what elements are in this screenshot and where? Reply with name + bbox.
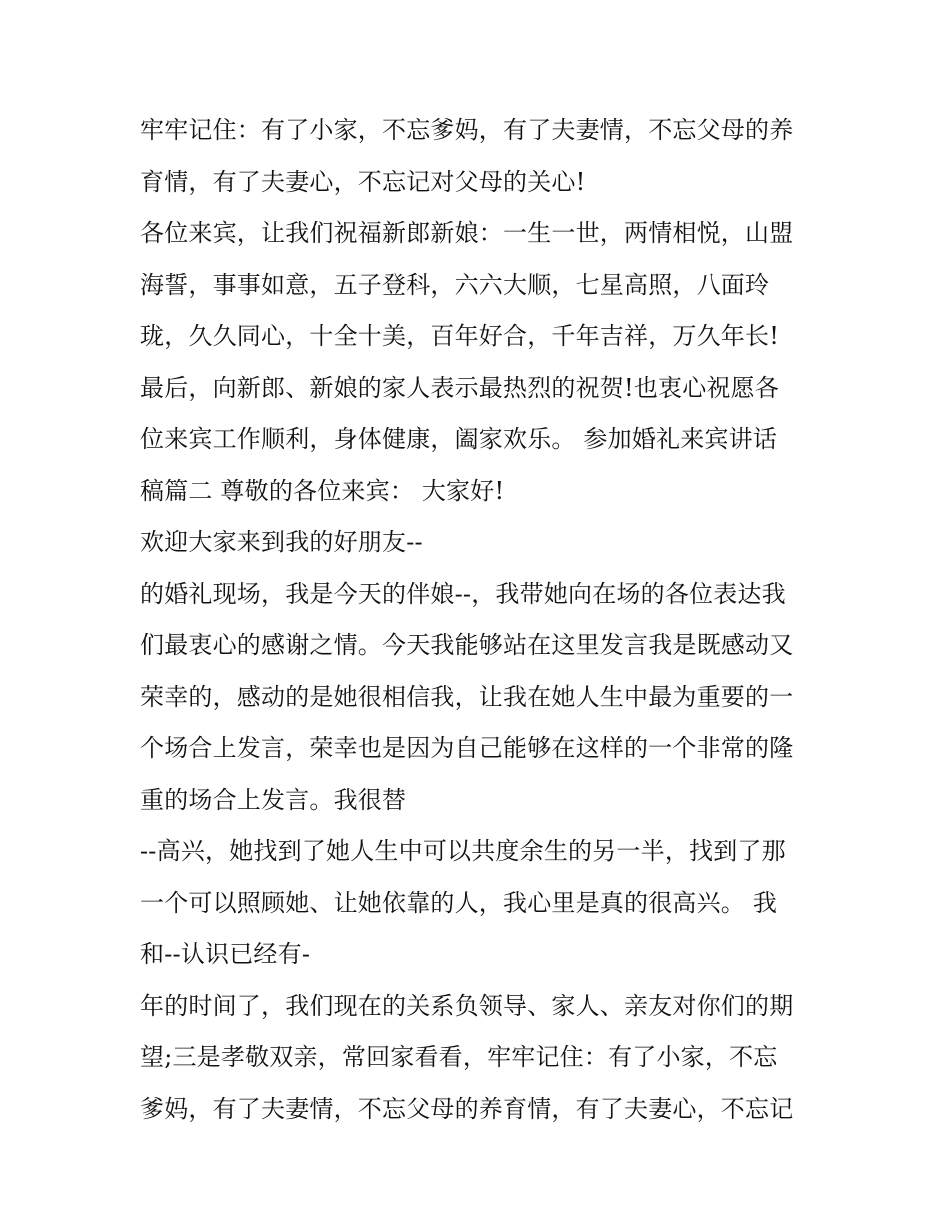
text-line: --高兴，她找到了她人生中可以共度余生的另一半，找到了那 — [140, 837, 786, 865]
text-line: 珑，久久同心，十全十美，百年好合，千年吉祥，万久年长! — [140, 322, 780, 350]
text-line: 育情，有了夫妻心，不忘记对父母的关心! — [140, 167, 586, 196]
text-line: 稿篇二 尊敬的各位来宾： 大家好! — [140, 476, 505, 505]
text-line: 重的场合上发言。我很替 — [140, 785, 407, 814]
text-line: 各位来宾，让我们祝福新郎新娘：一生一世，两情相悦，山盟 — [140, 219, 794, 247]
text-line: 荣幸的，感动的是她很相信我，让我在她人生中最为重要的一 — [140, 682, 794, 711]
text-line: 牢牢记住：有了小家，不忘爹妈，有了夫妻情，不忘父母的养 — [140, 116, 794, 144]
body-text — [140, 105, 830, 1135]
text-line: 个场合上发言，荣幸也是因为自己能够在这样的一个非常的隆 — [140, 734, 794, 762]
text-line: 海誓，事事如意，五子登科，六六大顺，七星高照，八面玲 — [140, 270, 770, 299]
text-line: 望;三是孝敬双亲，常回家看看，牢牢记住：有了小家，不忘 — [140, 1043, 778, 1071]
text-line: 欢迎大家来到我的好朋友-- — [140, 528, 423, 556]
text-line: 和--认识已经有- — [140, 940, 311, 968]
text-line: 最后，向新郎、新娘的家人表示最热烈的祝贺!也衷心祝愿各 — [140, 373, 780, 402]
text-line: 们最衷心的感谢之情。今天我能够站在这里发言我是既感动又 — [140, 631, 794, 659]
text-line: 一个可以照顾她、让她依靠的人，我心里是真的很高兴。 我 — [140, 888, 778, 917]
text-line: 位来宾工作顺利，身体健康，阖家欢乐。 参加婚礼来宾讲话 — [140, 425, 778, 453]
text-line: 年的时间了，我们现在的关系负领导、家人、亲友对你们的期 — [140, 991, 794, 1020]
text-line: 爹妈，有了夫妻情，不忘父母的养育情，有了夫妻心，不忘记 — [140, 1094, 794, 1123]
text-line: 的婚礼现场，我是今天的伴娘--，我带她向在场的各位表达我 — [140, 579, 786, 608]
